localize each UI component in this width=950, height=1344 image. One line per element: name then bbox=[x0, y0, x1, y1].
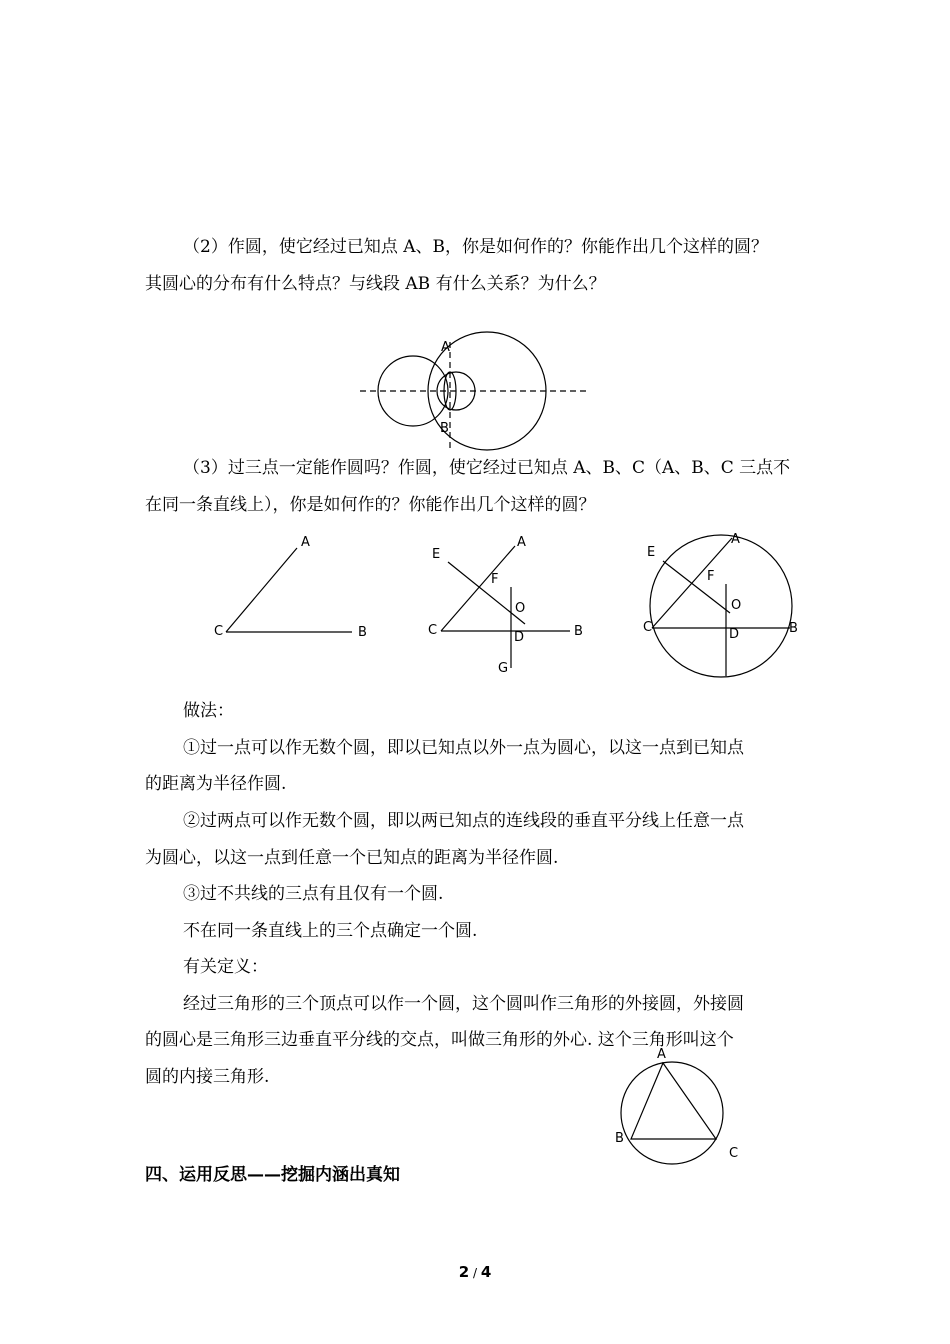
fig1-label-a: A bbox=[441, 340, 450, 355]
fig2-s2-label-c: C bbox=[428, 623, 438, 638]
fig3-label-a: A bbox=[657, 1047, 666, 1062]
method-item3: ③过不共线的三点有且仅有一个圆. bbox=[183, 884, 444, 904]
page-separator: / bbox=[469, 1266, 481, 1280]
fig2-s3-label-b: B bbox=[789, 621, 798, 636]
q3-line-1: （3）过三点一定能作圆吗？作圆，使它经过已知点 A、B、C（A、B、C 三点不 bbox=[183, 458, 791, 478]
fig2-s3-label-f: F bbox=[707, 569, 715, 584]
q3-line-2: 在同一条直线上），你是如何作的？你能作出几个这样的圆？ bbox=[145, 495, 596, 515]
page-current: 2 bbox=[458, 1263, 470, 1281]
fig2-s2-label-f: F bbox=[491, 572, 499, 587]
fig2-s2-label-e: E bbox=[432, 547, 441, 562]
fig2-s2-label-b: B bbox=[574, 624, 583, 639]
fig2-s1-label-c: C bbox=[214, 624, 224, 639]
fig2-s3-label-a: A bbox=[731, 532, 740, 547]
fig2-s2-label-g: G bbox=[498, 661, 509, 676]
definition-line-2: 的圆心是三角形三边垂直平分线的交点，叫做三角形的外心. 这个三角形叫这个 bbox=[145, 1030, 734, 1050]
method-item2-line1: ②过两点可以作无数个圆，即以两已知点的连线段的垂直平分线上任意一点 bbox=[183, 811, 744, 831]
page-total: 4 bbox=[480, 1263, 492, 1281]
fig2-s2-label-a: A bbox=[517, 535, 526, 550]
fig3-label-b: B bbox=[615, 1131, 624, 1146]
fig2-s3-label-d: D bbox=[729, 627, 740, 642]
method-title: 做法： bbox=[183, 701, 234, 721]
method-item2-line2: 为圆心，以这一点到任意一个已知点的距离为半径作圆. bbox=[145, 848, 559, 868]
method-item1-line1: ①过一点可以作无数个圆，即以已知点以外一点为圆心，以这一点到已知点 bbox=[183, 738, 744, 758]
section-heading: 四、运用反思——挖掘内涵出真知 bbox=[145, 1165, 400, 1185]
definition-title: 有关定义： bbox=[183, 957, 268, 977]
fig3-label-c: C bbox=[729, 1146, 739, 1161]
fig2-s3-label-c: C bbox=[643, 620, 653, 635]
fig2-s2-label-d: D bbox=[514, 630, 525, 645]
method-item1-line2: 的距离为半径作圆. bbox=[145, 774, 287, 794]
definition-line-1: 经过三角形的三个顶点可以作一个圆，这个圆叫作三角形的外接圆，外接圆 bbox=[183, 994, 744, 1014]
fig1-label-b: B bbox=[440, 421, 449, 436]
definition-line-3: 圆的内接三角形. bbox=[145, 1067, 270, 1087]
q2-line-1: （2）作圆，使它经过已知点 A、B，你是如何作的？你能作出几个这样的圆？ bbox=[183, 237, 768, 257]
fig2-s1-label-b: B bbox=[358, 625, 367, 640]
page-number bbox=[0, 1263, 950, 1281]
method-conclusion: 不在同一条直线上的三个点确定一个圆. bbox=[183, 921, 478, 941]
fig2-s1-label-a: A bbox=[301, 535, 310, 550]
fig2-s3-label-o: O bbox=[731, 598, 742, 613]
q2-line-2: 其圆心的分布有什么特点？与线段 AB 有什么关系？为什么？ bbox=[145, 274, 606, 294]
fig2-s2-label-o: O bbox=[515, 601, 526, 616]
fig2-s3-label-e: E bbox=[647, 545, 656, 560]
